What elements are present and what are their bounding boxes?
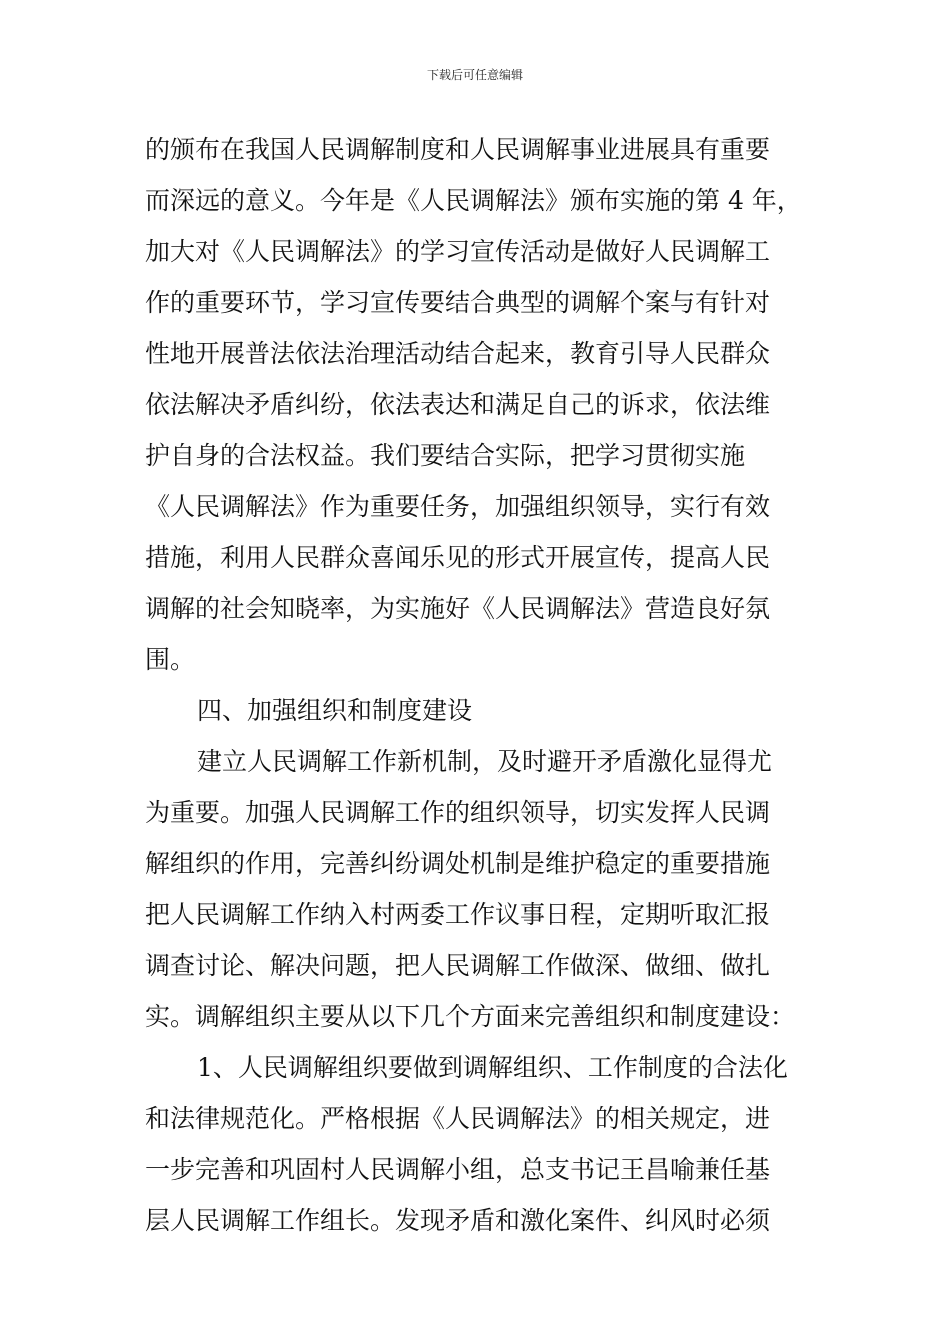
document-body: [145, 124, 810, 1246]
text-line: 为重要。加强人民调解工作的组织领导，切实发挥人民调: [145, 798, 771, 827]
text-line: 作的重要环节，学习宣传要结合典型的调解个案与有针对: [145, 288, 771, 317]
text-line: 围。: [145, 645, 196, 674]
text-line: 调查讨论、解决问题，把人民调解工作做深、做细、做扎: [145, 951, 771, 980]
text-line: 而深远的意义。今年是《人民调解法》颁布实施的第 4 年，: [145, 186, 802, 215]
text-line: 把人民调解工作纳入村两委工作议事日程，定期听取汇报: [145, 900, 771, 929]
page-header: 下载后可任意编辑: [426, 68, 523, 82]
text-line: 一步完善和巩固村人民调解小组，总支书记王昌喻兼任基: [145, 1155, 771, 1184]
text-line: 1、人民调解组织要做到调解组织、工作制度的合法化: [197, 1053, 788, 1082]
text-line: 性地开展普法依法治理活动结合起来，教育引导人民群众: [145, 339, 771, 368]
text-line: 实。调解组织主要从以下几个方面来完善组织和制度建设：: [145, 1002, 796, 1031]
text-line: 层人民调解工作组长。发现矛盾和激化案件、纠风时必须: [145, 1206, 771, 1235]
text-line: 《人民调解法》作为重要任务，加强组织领导，实行有效: [145, 492, 771, 521]
text-line: 措施，利用人民群众喜闻乐见的形式开展宣传，提高人民: [145, 543, 771, 572]
text-line: 和法律规范化。严格根据《人民调解法》的相关规定，进: [145, 1104, 771, 1133]
text-line: 护自身的合法权益。我们要结合实际，把学习贯彻实施: [145, 441, 746, 470]
text-line: 调解的社会知晓率，为实施好《人民调解法》营造良好氛: [145, 594, 771, 623]
text-line: 依法解决矛盾纠纷，依法表达和满足自己的诉求，依法维: [145, 390, 771, 419]
section-heading: 四、加强组织和制度建设: [197, 696, 473, 725]
text-line: 的颁布在我国人民调解制度和人民调解事业进展具有重要: [145, 135, 771, 164]
text-line: 建立人民调解工作新机制，及时避开矛盾激化显得尤: [197, 747, 773, 776]
text-line: 加大对《人民调解法》的学习宣传活动是做好人民调解工: [145, 237, 771, 266]
text-line: 解组织的作用，完善纠纷调处机制是维护稳定的重要措施: [145, 849, 771, 878]
